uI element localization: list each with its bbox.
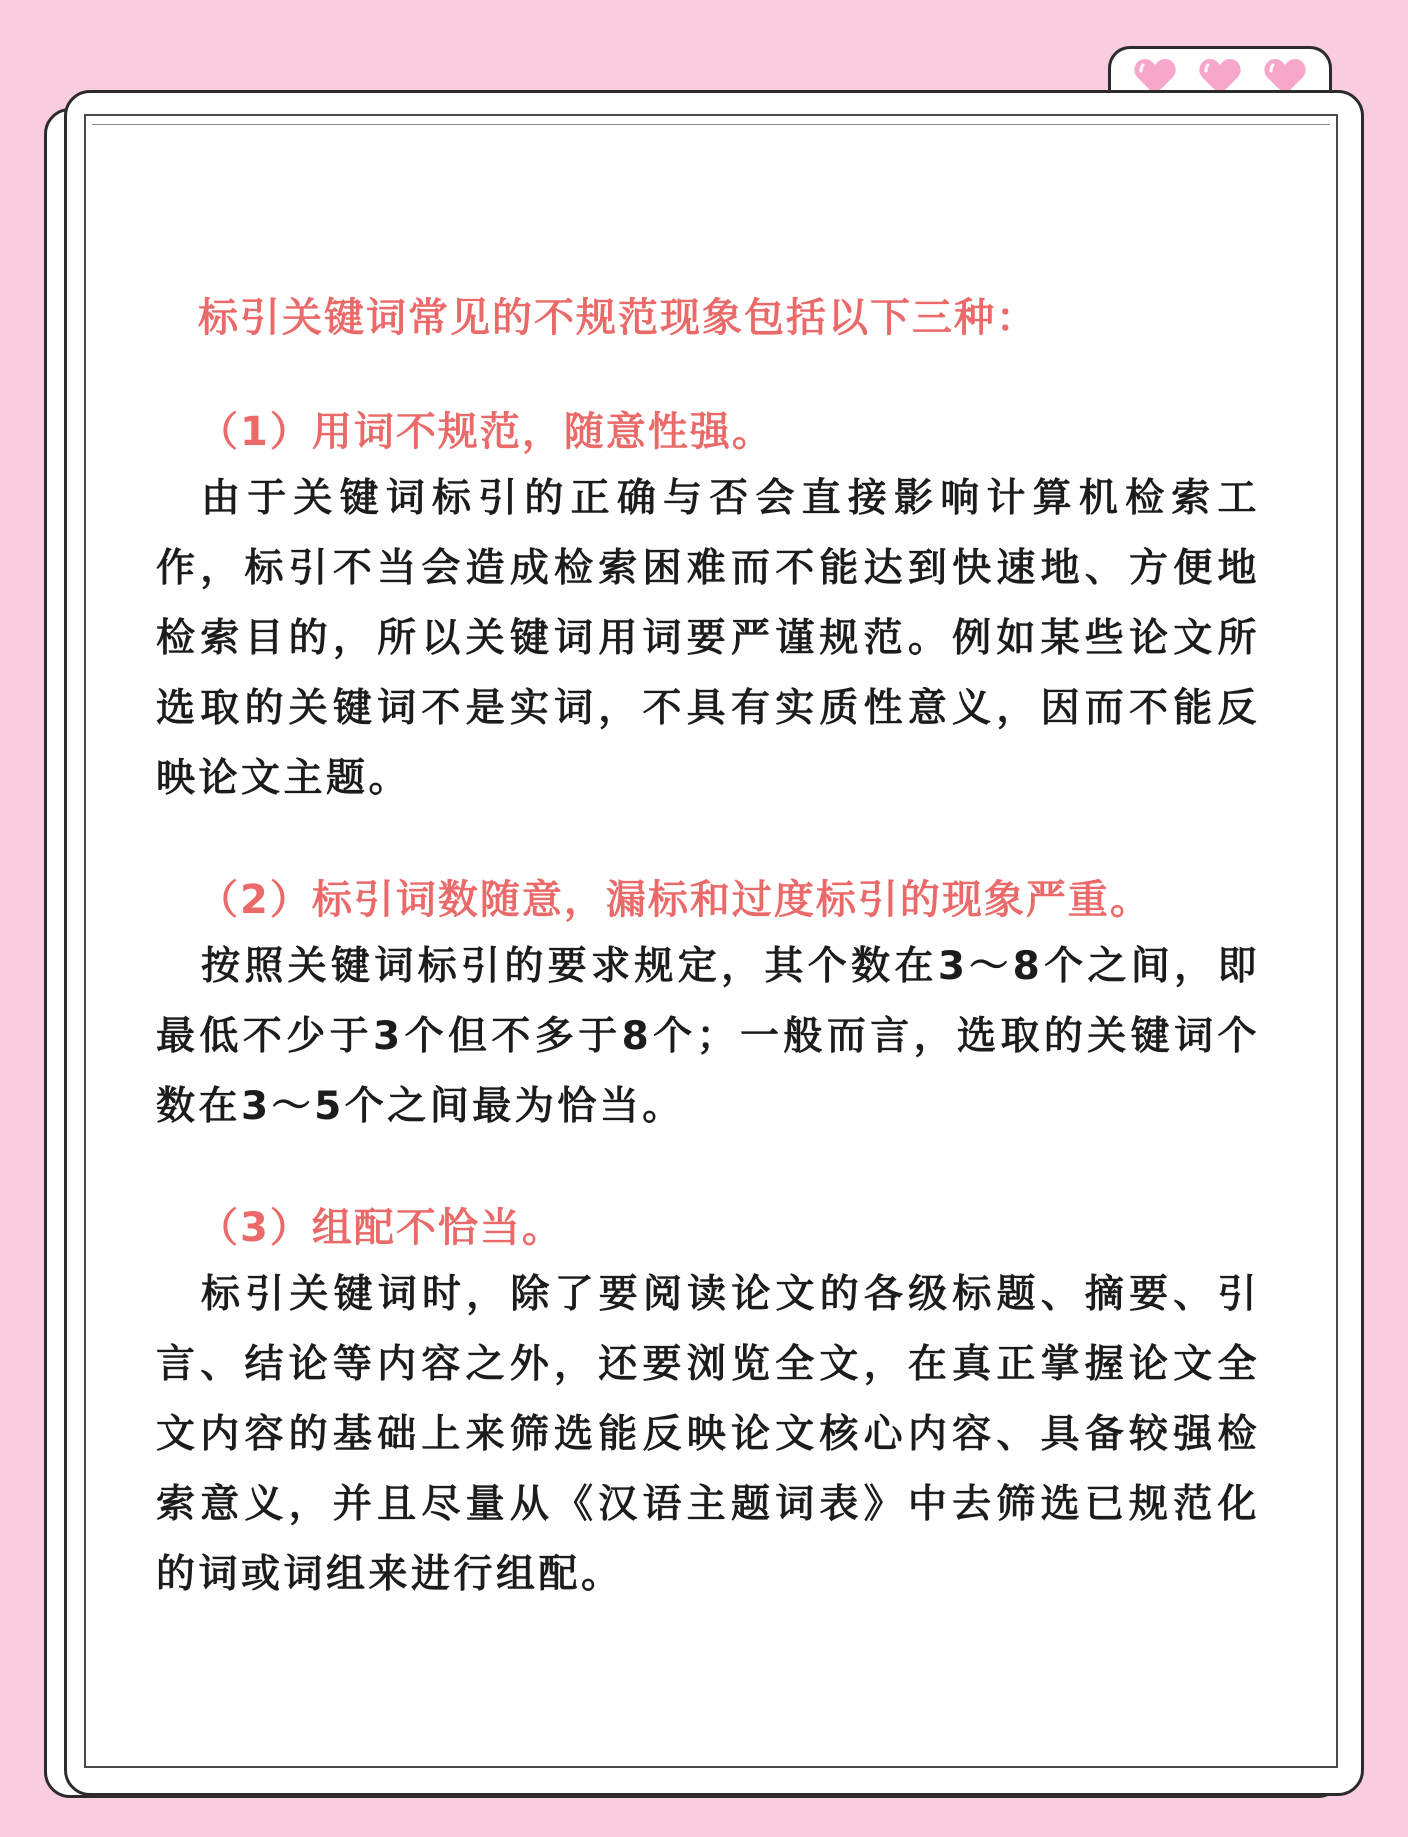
section-2 (156, 872, 1260, 1142)
section-3 (156, 1200, 1260, 1610)
section-heading: （3）组配不恰当。 (198, 1205, 564, 1251)
section-body: 由于关键词标引的正确与否会直接影响计算机检索工作，标引不当会造成检索困难而不能达到快速地、方便地检索目的，所以关键词用词要严谨规范。例如某些论文所选取的关键词不是实词，不具有实质性意义，因而不能反映论文主题。 (156, 476, 1260, 801)
section-body: 标引关键词时，除了要阅读论文的各级标题、摘要、引言、结论等内容之外，还要浏览全文，在真正掌握论文全文内容的基础上来筛选能反映论文核心内容、具备较强检索意义，并且尽量从《汉语主题词表》中去筛选已规范化的词或词组来进行组配。 (156, 1272, 1260, 1597)
document-content (156, 270, 1260, 1610)
section-body: 按照关键词标引的要求规定，其个数在3～8个之间，即最低不少于3个但不多于8个；一般而言，选取的关键词个数在3～5个之间最为恰当。 (156, 944, 1260, 1129)
section-heading: （1）用词不规范，随意性强。 (198, 409, 774, 455)
section-1 (156, 404, 1260, 814)
intro-title: 标引关键词常见的不规范现象包括以下三种： (198, 295, 1038, 341)
section-heading: （2）标引词数随意，漏标和过度标引的现象严重。 (198, 877, 1152, 923)
